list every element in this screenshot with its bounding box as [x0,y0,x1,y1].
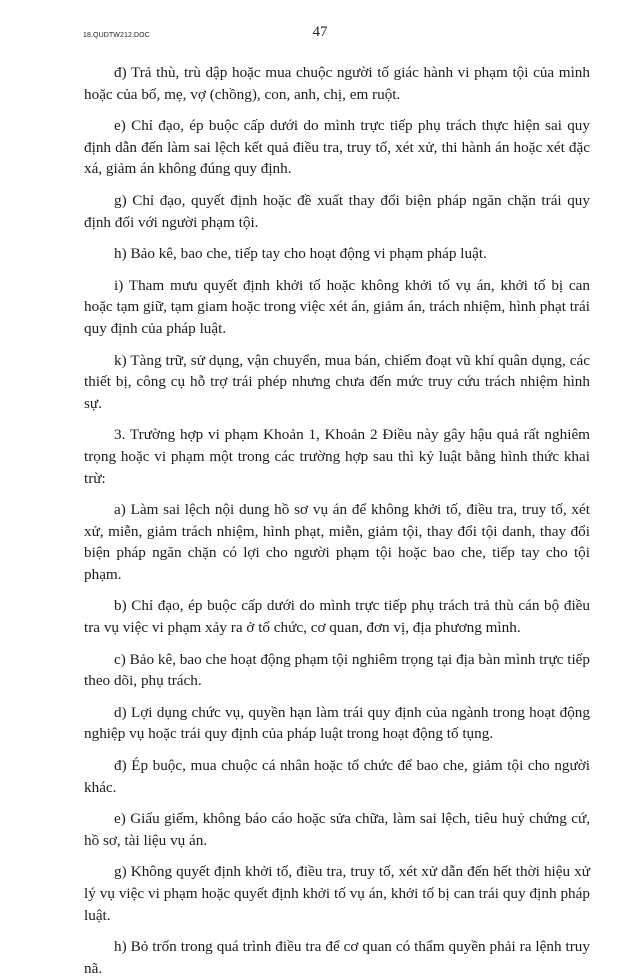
document-body [84,62,590,979]
file-name-label: 18.QUDTW212.DOC [83,32,150,39]
paragraph-3-expulsion: 3. Trường hợp vi phạm Khoản 1, Khoản 2 Điều này gây hậu quả rất nghiêm trọng hoặc vi phạm một trong các trường hợp sau thì kỷ luật bằng hình thức khai trừ: [84,426,590,487]
page-number: 47 [312,24,328,40]
paragraph-e-concealment: e) Giấu giếm, không báo cáo hoặc sửa chữa, làm sai lệch, tiêu huỷ chứng cứ, hồ sơ, tài liệu vụ án. [84,810,590,849]
paragraph-dd-coercion: đ) Ép buộc, mua chuộc cá nhân hoặc tổ chức để bao che, giảm tội cho người khác. [84,757,590,796]
paragraph-g-preventive-measures: g) Chỉ đạo, quyết định hoặc đề xuất thay đổi biện pháp ngăn chặn trái quy định đối với người phạm tội. [84,191,590,231]
paragraph-b-retaliation-investigators: b) Chỉ đạo, ép buộc cấp dưới do mình trực tiếp phụ trách trả thù cán bộ điều tra vụ việc vi phạm xảy ra ở tổ chức, cơ quan, đơn vị, địa phương mình. [84,597,590,637]
paragraph-k-weapons: k) Tàng trữ, sử dụng, vận chuyển, mua bán, chiếm đoạt vũ khí quân dụng, các thiết bị, công cụ hỗ trợ trái phép nhưng chưa đến mức truy cứu trách nhiệm hình sự. [84,351,590,412]
paragraph-a-falsifying-records: a) Làm sai lệch nội dung hồ sơ vụ án để không khởi tố, điều tra, truy tố, xét xử, miễn, giảm trách nhiệm, hình phạt, miễn, giảm tội, thay đổi tội danh, thay đổi biện pháp ngăn chặn có lợi cho người phạm tội hoặc bao che, tiếp tay cho tội phạm. [84,501,590,583]
paragraph-h-absconding: h) Bỏ trốn trong quá trình điều tra để cơ quan có thẩm quyền phải ra lệnh truy nã. [84,938,590,977]
paragraph-d-abuse-of-position: d) Lợi dụng chức vụ, quyền hạn làm trái quy định của ngành trong hoạt động nghiệp vụ hoặc trái quy định của pháp luật trong hoạt động tố tụng. [84,703,590,743]
paragraph-g-statute-of-limitations: g) Không quyết định khởi tố, điều tra, truy tố, xét xử dẫn đến hết thời hiệu xử lý vụ việc vi phạm hoặc quyết định khởi tố vụ án, khởi tố bị can trái quy định pháp luật. [84,863,590,924]
paragraph-d-retaliation: đ) Trả thù, trù dập hoặc mua chuộc người tố giác hành vi phạm tội của mình hoặc của bố, mẹ, vợ (chồng), con, anh, chị, em ruột. [84,64,590,103]
paragraph-c-serious-crime: c) Bảo kê, bao che hoạt động phạm tội nghiêm trọng tại địa bàn mình trực tiếp theo dõi, phụ trách. [84,650,590,690]
paragraph-e-directing-subordinates: e) Chỉ đạo, ép buộc cấp dưới do mình trực tiếp phụ trách thực hiện sai quy định dẫn đến làm sai lệch kết quả điều tra, truy tố, xét xử, thi hành án hoặc xét đặc xá, giảm án không đúng quy định. [84,117,590,178]
paragraph-h-protection: h) Bảo kê, bao che, tiếp tay cho hoạt động vi phạm pháp luật. [114,245,487,263]
paragraph-i-advising: i) Tham mưu quyết định khởi tố hoặc không khởi tố vụ án, khởi tố bị can hoặc tạm giữ, tạm giam hoặc trong việc xét án, giảm án, trách nhiệm, hình phạt trái quy định của pháp luật. [84,276,590,337]
